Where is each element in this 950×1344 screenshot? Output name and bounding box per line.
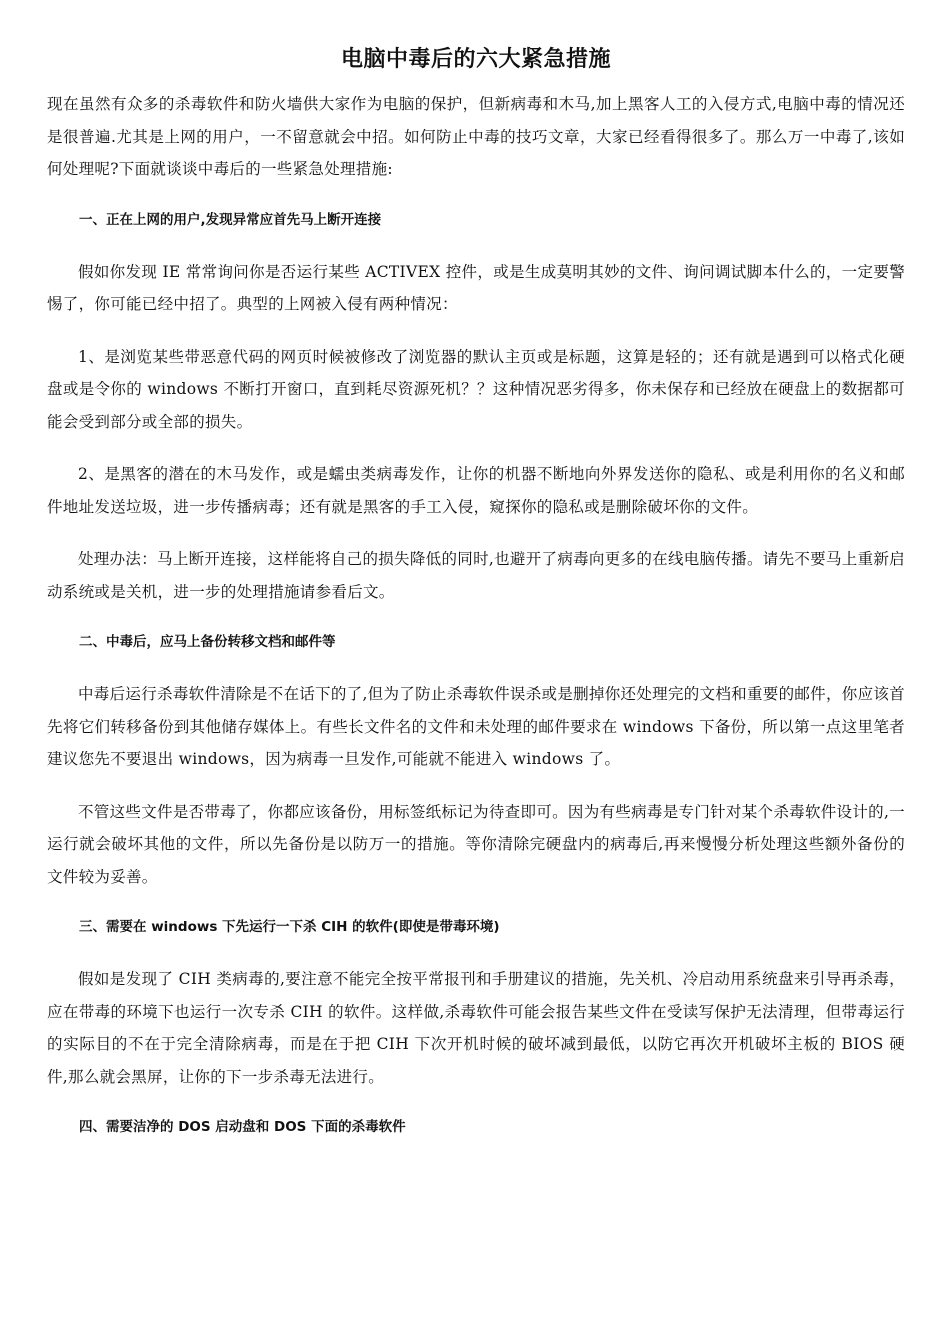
section1-paragraph-4: 处理办法：马上断开连接，这样能将自己的损失降低的同时,也避开了病毒向更多的在线电脑传播。请先不要马上重新启动系统或是关机，进一步的处理措施请参看后文。 [47, 550, 905, 601]
section1-paragraph-2: 1、是浏览某些带恶意代码的网页时候被修改了浏览器的默认主页或是标题，这算是轻的；还有就是遇到可以格式化硬盘或是令你的 windows 不断打开窗口，直到耗尽资源死机？？这种情况恶劣得多，你未保存和已经放在硬盘上的数据都可能会受到部分或全部的损失。 [47, 347, 905, 431]
section-heading-2: 二、中毒后，应马上备份转移文档和邮件等 [79, 634, 336, 650]
section3-paragraph-1: 假如是发现了 CIH 类病毒的,要注意不能完全按平常报刊和手册建议的措施，先关机、冷启动用系统盘来引导再杀毒，应在带毒的环境下也运行一次专杀 CIH 的软件。这样做,杀毒软件可能会报告某些文件在受读写保护无法清理，但带毒运行的实际目的不在于完全清除病毒，而是在于把 CIH 下次开机时候的破坏减到最低，以防它再次开机破坏主板的 BIOS 硬件,那么就会黑屏，让你的下一步杀毒无法进行。 [47, 970, 905, 1086]
document-page [47, 44, 905, 1163]
section-heading-3: 三、需要在 windows 下先运行一下杀 CIH 的软件(即使是带毒环境) [79, 919, 500, 935]
intro-paragraph: 现在虽然有众多的杀毒软件和防火墙供大家作为电脑的保护，但新病毒和木马,加上黑客人工的入侵方式,电脑中毒的情况还是很普遍.尤其是上网的用户，一不留意就会中招。如何防止中毒的技巧文章，大家已经看得很多了。那么万一中毒了,该如何处理呢?下面就谈谈中毒后的一些紧急处理措施: [47, 95, 905, 178]
section2-paragraph-2: 不管这些文件是否带毒了，你都应该备份，用标签纸标记为待查即可。因为有些病毒是专门针对某个杀毒软件设计的,一运行就会破坏其他的文件，所以先备份是以防万一的措施。等你清除完硬盘内的病毒后,再来慢慢分析处理这些额外备份的文件较为妥善。 [47, 802, 905, 886]
section1-paragraph-3: 2、是黑客的潜在的木马发作，或是蠕虫类病毒发作，让你的机器不断地向外界发送你的隐私、或是利用你的名义和邮件地址发送垃圾，进一步传播病毒；还有就是黑客的手工入侵，窥探你的隐私或是删除破坏你的文件。 [47, 465, 905, 516]
section2-paragraph-1: 中毒后运行杀毒软件清除是不在话下的了,但为了防止杀毒软件误杀或是删掉你还处理完的文档和重要的邮件，你应该首先将它们转移备份到其他储存媒体上。有些长文件名的文件和未处理的邮件要求在 windows 下备份，所以第一点这里笔者建议您先不要退出 windows，因为病毒一旦发作,可能就不能进入 windows 了。 [47, 685, 905, 768]
section-heading-4: 四、需要洁净的 DOS 启动盘和 DOS 下面的杀毒软件 [79, 1119, 406, 1135]
section1-paragraph-1: 假如你发现 IE 常常询问你是否运行某些 ACTIVEX 控件，或是生成莫明其妙的文件、询问调试脚本什么的，一定要警惕了，你可能已经中招了。典型的上网被入侵有两种情况： [47, 262, 905, 313]
page-title: 电脑中毒后的六大紧急措施 [340, 47, 611, 72]
section-heading-1: 一、正在上网的用户,发现异常应首先马上断开连接 [79, 211, 382, 228]
